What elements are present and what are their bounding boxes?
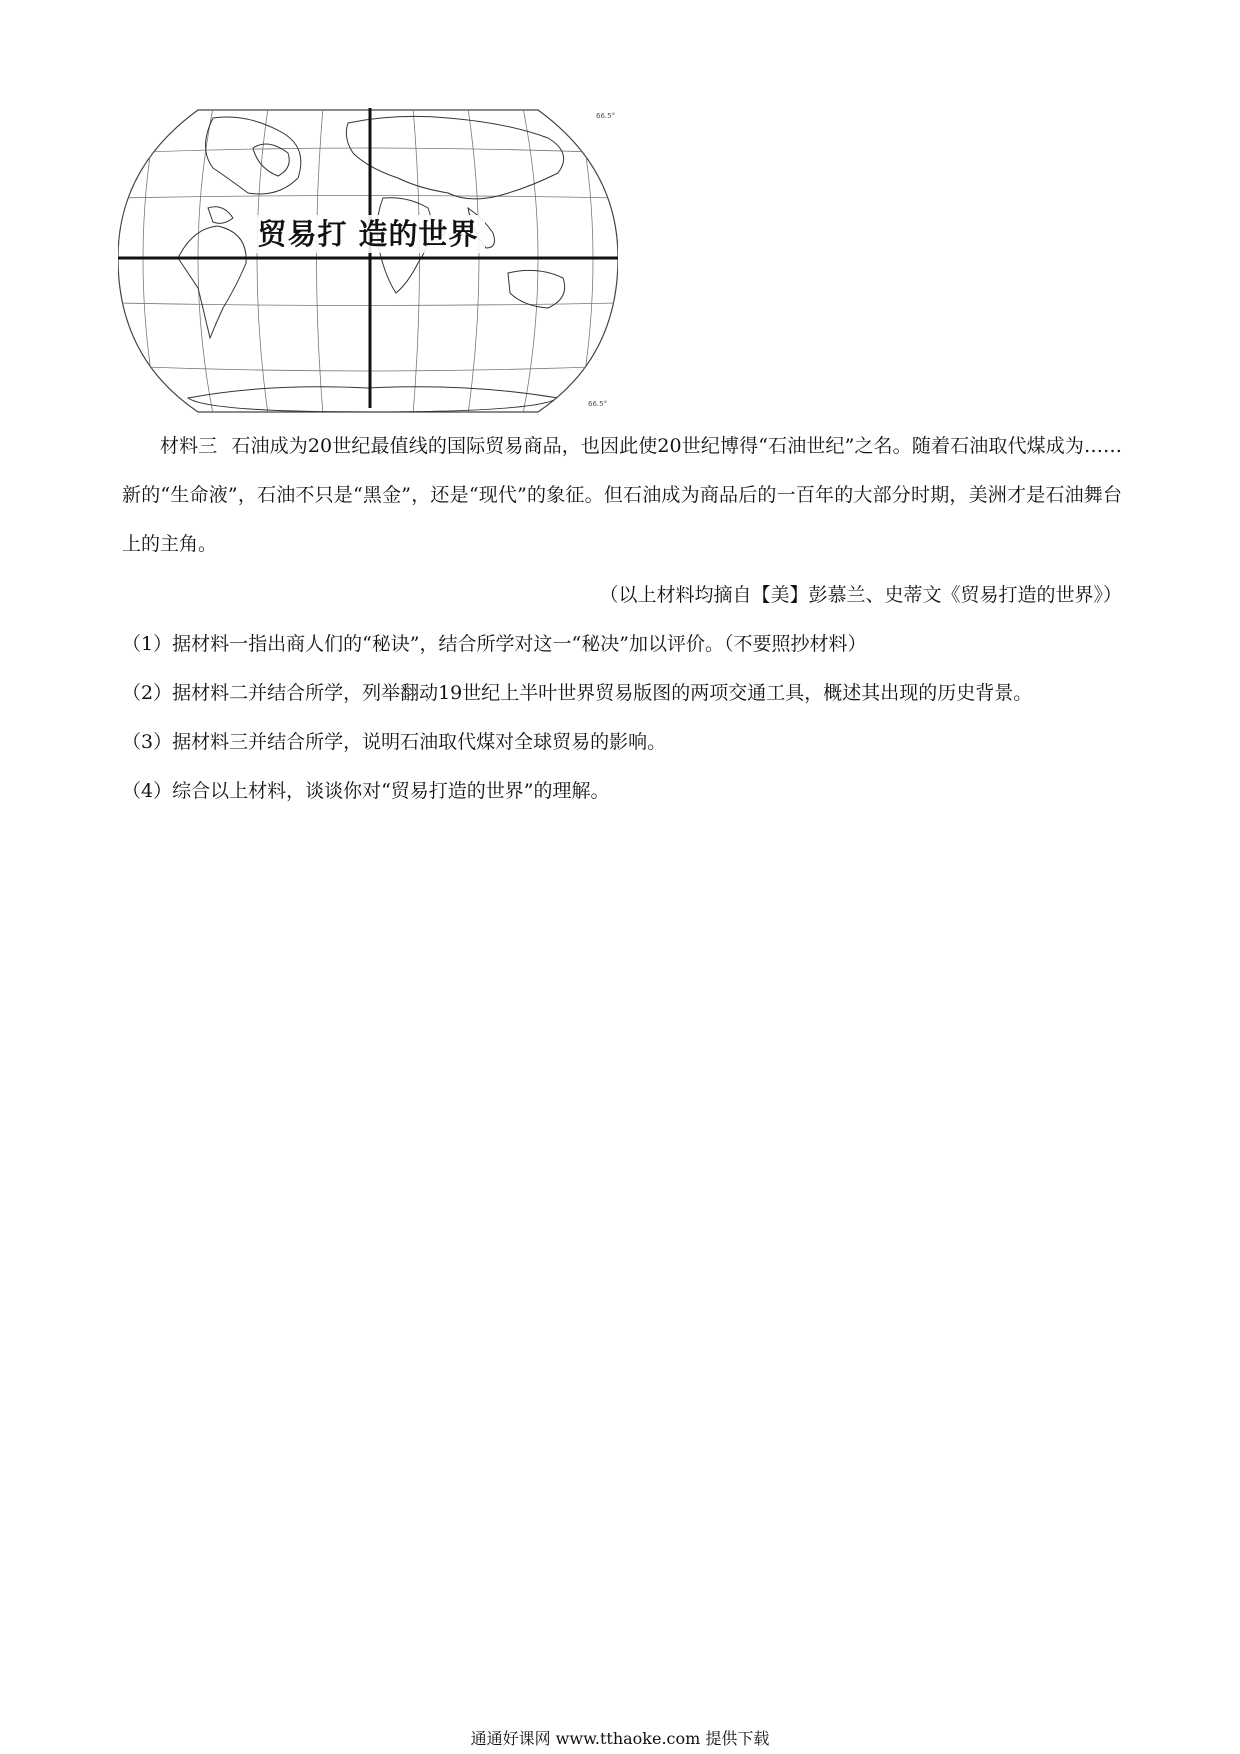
map-title-text: 贸易打 造的世界 [251, 215, 484, 253]
material-three-block [122, 422, 1122, 569]
map-outline [118, 110, 618, 412]
question-3: （3）据材料三并结合所学，说明石油取代煤对全球贸易的影响。 [122, 731, 667, 753]
world-map-figure [118, 108, 618, 414]
question-4: （4）综合以上材料，谈谈你对“贸易打造的世界”的理解。 [122, 780, 610, 802]
source-block [122, 571, 1122, 620]
material-three-text: 石油成为20世纪最值线的国际贸易商品，也因此使20世纪博得“石油世纪”之名。随着石油取代煤成为……新的“生命液”，石油不只是“黑金”，还是“现代”的象征。但石油成为商品后的一百年的大部分时期，美洲才是石油舞台上的主角。 [122, 435, 1122, 555]
question-1: （1）据材料一指出商人们的“秘诀”，结合所学对这一“秘决”加以评价。（不要照抄材料） [122, 633, 867, 655]
world-map-image [118, 108, 618, 414]
source-citation: （以上材料均摘自【美】彭慕兰、史蒂文《贸易打造的世界》） [599, 584, 1122, 606]
material-three-label: 材料三 [160, 435, 218, 457]
latitude-label-top: 66.5° [596, 112, 616, 120]
material-three-paragraph [122, 422, 1122, 569]
page-footer: 通通好课网 www.tthaoke.com 提供下载 [470, 1729, 770, 1748]
questions-list [122, 620, 1122, 816]
question-2: （2）据材料二并结合所学，列举翻动19世纪上半叶世界贸易版图的两项交通工具，概述其出现的历史背景。 [122, 682, 1033, 704]
latitude-label-bottom: 66.5° [588, 400, 608, 408]
